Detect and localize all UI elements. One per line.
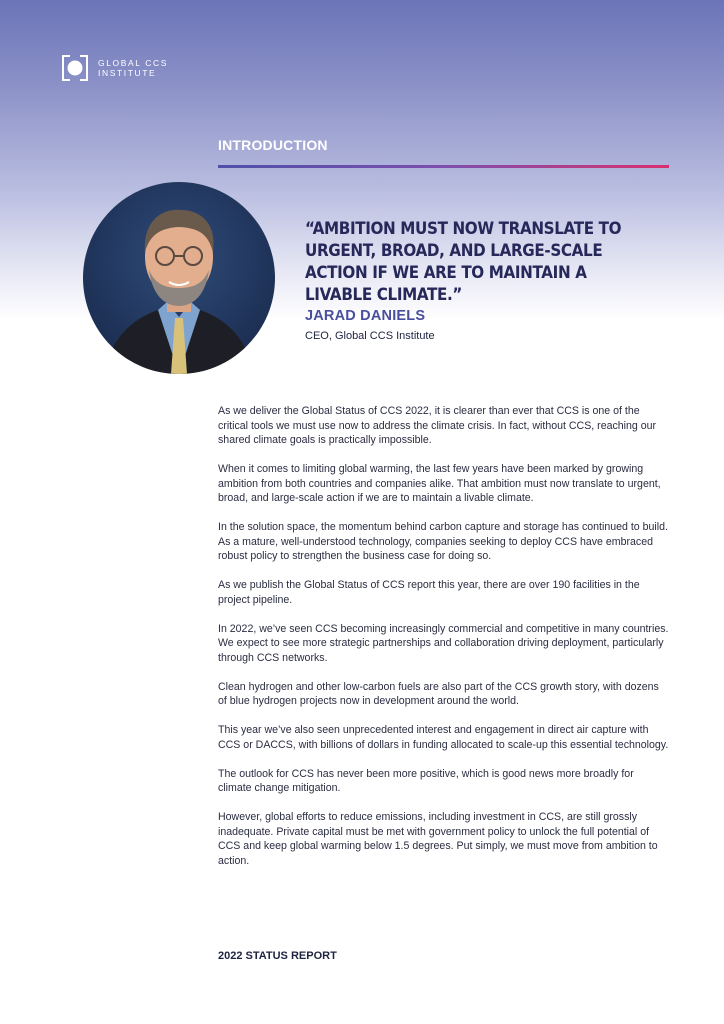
body-text: [218, 404, 670, 883]
global-ccs-logo-icon: [62, 55, 88, 81]
author-name: JARAD DANIELS: [305, 308, 426, 324]
pull-quote: “AMBITION MUST NOW TRANSLATE TO URGENT, BROAD, AND LARGE-SCALE ACTION IF WE ARE TO MAINTAIN A LIVABLE CLIMATE.”: [305, 219, 622, 304]
body-paragraph: This year we’ve also seen unprecedented interest and engagement in direct air capture with CCS or DACCS, with billions of dollars in funding allocated to scale-up this essential technology.: [218, 724, 669, 751]
body-paragraph: In the solution space, the momentum behind carbon capture and storage has continued to build. As a mature, well-understood technology, companies seeking to deploy CCS have embraced robust policy to strengthen the business case for doing so.: [218, 521, 668, 562]
logo-line-1: GLOBAL CCS: [98, 58, 169, 68]
body-paragraph: When it comes to limiting global warming, the last few years have been marked by growing ambition from both countries and companies alike. That ambition must now translate to urgent, broad, and large-scale action if we are to maintain a livable climate.: [218, 463, 661, 504]
body-paragraph: The outlook for CCS has never been more positive, which is good news more broadly for climate change mitigation.: [218, 767, 634, 794]
body-paragraph: In 2022, we’ve seen CCS becoming increasingly commercial and competitive in many countries. We expect to see more strategic partnerships and collaboration driving deployment, particularly through CCS networks.: [218, 622, 669, 664]
logo-line-2: INSTITUTE: [98, 68, 157, 78]
footer-label: 2022 STATUS REPORT: [218, 950, 337, 962]
section-title: INTRODUCTION: [218, 137, 328, 153]
author-role: CEO, Global CCS Institute: [305, 330, 435, 342]
body-paragraph: Clean hydrogen and other low-carbon fuels are also part of the CCS growth story, with dozens of blue hydrogen projects now in development around the world.: [218, 680, 659, 707]
body-paragraph: As we deliver the Global Status of CCS 2022, it is clearer than ever that CCS is one of the critical tools we must use now to address the climate crisis. In fact, without CCS, reaching our shared climate goals is practically impossible.: [218, 405, 657, 446]
logo-text: [98, 58, 168, 78]
body-paragraph: However, global efforts to reduce emissions, including investment in CCS, are still grossly inadequate. Private capital must be met with government policy to unlock the full potential of CCS and keep global warming below 1.5 degrees. Put simply, we must move from ambition to action.: [218, 811, 658, 867]
body-paragraph: As we publish the Global Status of CCS report this year, there are over 190 facilities in the project pipeline.: [218, 579, 640, 606]
section-divider: [218, 165, 669, 168]
author-portrait: [83, 182, 275, 374]
logo: [62, 55, 168, 81]
